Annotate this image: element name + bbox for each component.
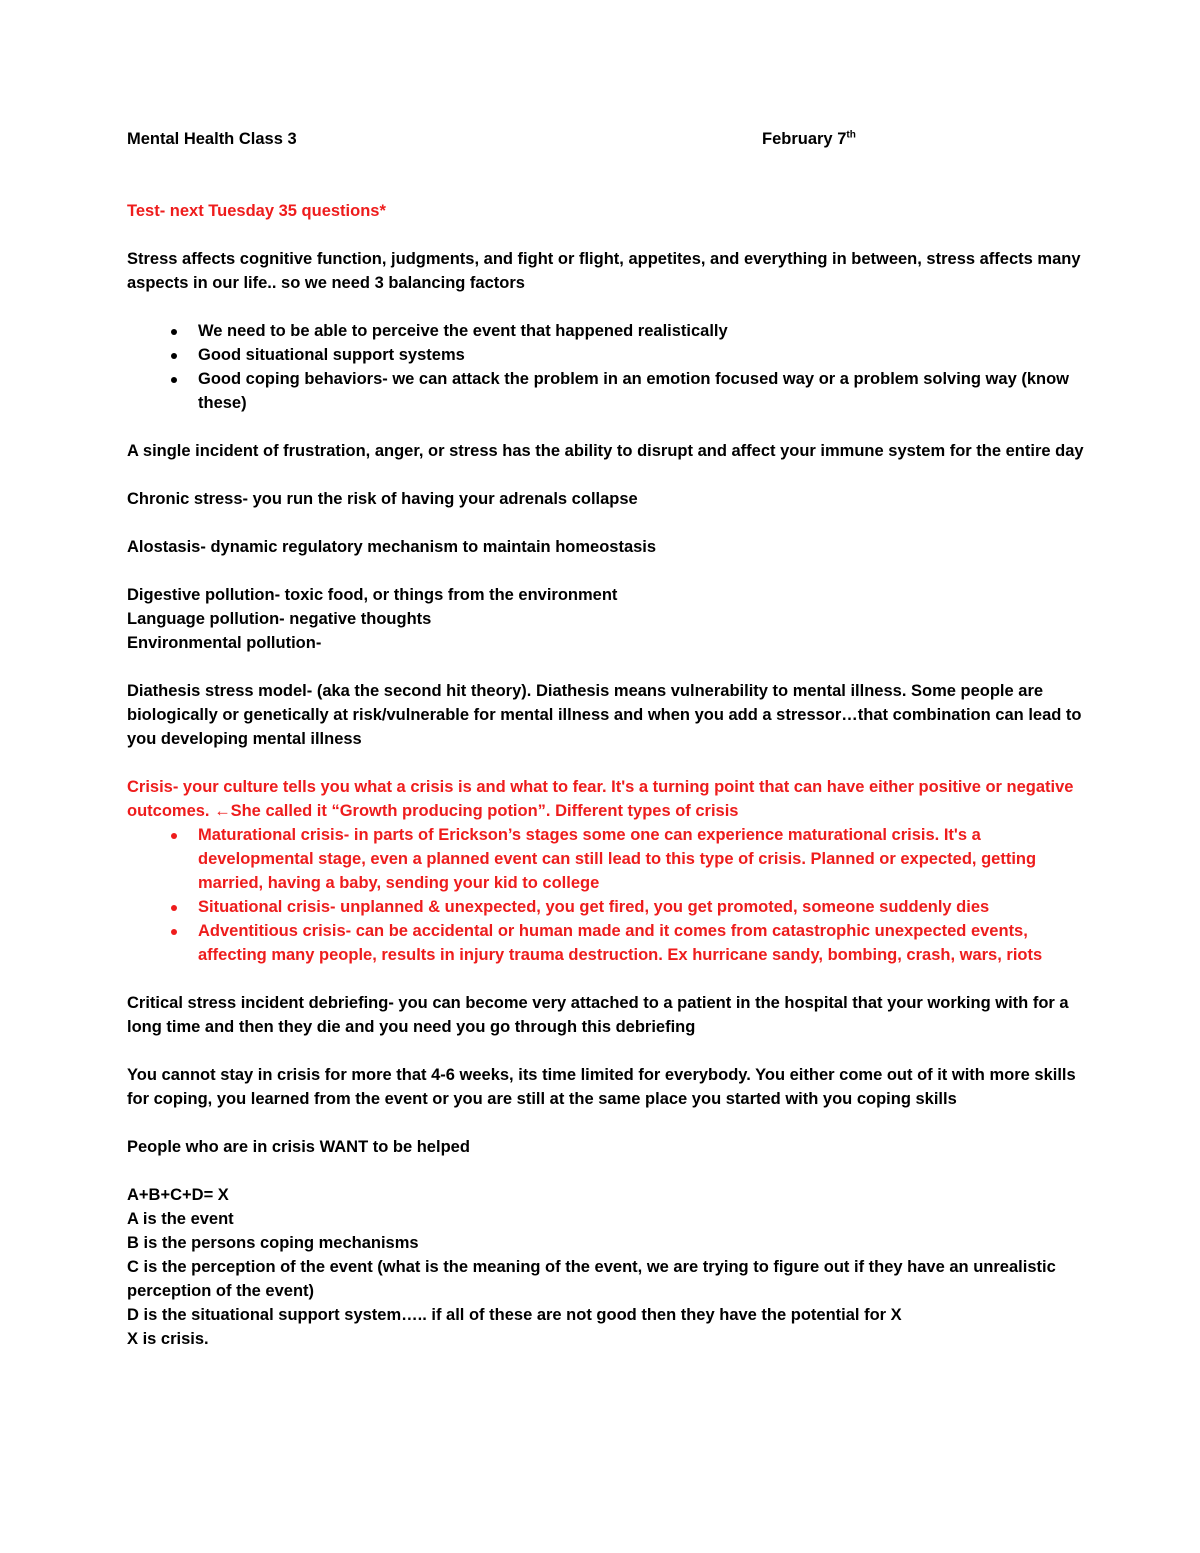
list-item bbox=[127, 343, 1087, 367]
document-date bbox=[762, 127, 856, 151]
want-help-paragraph: People who are in crisis WANT to be helped bbox=[127, 1138, 470, 1156]
formula-line: A is the event bbox=[127, 1210, 234, 1228]
date-ordinal: th bbox=[846, 129, 856, 141]
crisis-types-list bbox=[127, 823, 1087, 967]
list-item-text: Good coping behaviors- we can attack the problem in an emotion focused way or a problem solving way (know these) bbox=[198, 370, 1069, 412]
formula-block bbox=[127, 1183, 1087, 1351]
crisis-paragraph: Crisis- your culture tells you what a crisis is and what to fear. It's a turning point that can have either positive or negative outcomes. ←She called it “Growth producing potion”. Different types of crisis bbox=[127, 778, 1074, 820]
bullet-icon bbox=[171, 929, 177, 935]
pollution-line: Language pollution- negative thoughts bbox=[127, 610, 432, 628]
debriefing-paragraph: Critical stress incident debriefing- you can become very attached to a patient in the hospital that your working with for a long time and then they die and you need you go through this debriefing bbox=[127, 994, 1069, 1036]
formula-line: C is the perception of the event (what is the meaning of the event, we are trying to figure out if they have an unrealistic perception of the event) bbox=[127, 1258, 1056, 1300]
alostasis-paragraph: Alostasis- dynamic regulatory mechanism to maintain homeostasis bbox=[127, 538, 657, 556]
time-limit-paragraph: You cannot stay in crisis for more that 4-6 weeks, its time limited for everybody. You either come out of it with more skills for coping, you learned from the event or you are still at the same place you started with you coping skills bbox=[127, 1066, 1076, 1108]
formula-line: D is the situational support system….. if all of these are not good then they have the potential for X bbox=[127, 1306, 902, 1324]
date-text: February 7 bbox=[762, 130, 847, 148]
chronic-stress-paragraph: Chronic stress- you run the risk of having your adrenals collapse bbox=[127, 490, 638, 508]
list-item-text: Maturational crisis- in parts of Erickson’s stages some one can experience maturational crisis. It's a developmental stage, even a planned event can still lead to this type of crisis. Planned or expected, getting married, having a baby, sending your kid to college bbox=[198, 826, 1037, 892]
document-title: Mental Health Class 3 bbox=[127, 130, 297, 148]
list-item bbox=[127, 895, 1087, 919]
formula-line: B is the persons coping mechanisms bbox=[127, 1234, 419, 1252]
bullet-icon bbox=[171, 329, 177, 335]
pollution-line: Environmental pollution- bbox=[127, 634, 322, 652]
pollution-block bbox=[127, 583, 1087, 655]
list-item-text: Adventitious crisis- can be accidental or human made and it comes from catastrophic unexpected events, affecting many people, results in injury trauma destruction. Ex hurricane sandy, bombing, crash, wars, riots bbox=[198, 922, 1043, 964]
balancing-factors-list bbox=[127, 319, 1087, 415]
bullet-icon bbox=[171, 833, 177, 839]
immune-paragraph: A single incident of frustration, anger, or stress has the ability to disrupt and affect your immune system for the entire day bbox=[127, 442, 1084, 460]
list-item-text: Good situational support systems bbox=[198, 346, 465, 364]
test-note: Test- next Tuesday 35 questions* bbox=[127, 202, 386, 220]
list-item bbox=[127, 319, 1087, 343]
list-item-text: We need to be able to perceive the event that happened realistically bbox=[198, 322, 728, 340]
document-header bbox=[127, 127, 1087, 151]
bullet-icon bbox=[171, 377, 177, 383]
list-item bbox=[127, 367, 1087, 415]
formula-line: A+B+C+D= X bbox=[127, 1186, 229, 1204]
bullet-icon bbox=[171, 905, 177, 911]
list-item-text: Situational crisis- unplanned & unexpected, you get fired, you get promoted, someone suddenly dies bbox=[198, 898, 990, 916]
diathesis-paragraph: Diathesis stress model- (aka the second hit theory). Diathesis means vulnerability to mental illness. Some people are biologically or genetically at risk/vulnerable for mental illness and when you add a stressor…that combination can lead to you developing mental illness bbox=[127, 682, 1082, 748]
list-item bbox=[127, 919, 1087, 967]
bullet-icon bbox=[171, 353, 177, 359]
stress-paragraph: Stress affects cognitive function, judgments, and fight or flight, appetites, and everything in between, stress affects many aspects in our life.. so we need 3 balancing factors bbox=[127, 250, 1081, 292]
document-body bbox=[127, 127, 1087, 1351]
list-item bbox=[127, 823, 1087, 895]
formula-line: X is crisis. bbox=[127, 1330, 209, 1348]
pollution-line: Digestive pollution- toxic food, or things from the environment bbox=[127, 586, 618, 604]
